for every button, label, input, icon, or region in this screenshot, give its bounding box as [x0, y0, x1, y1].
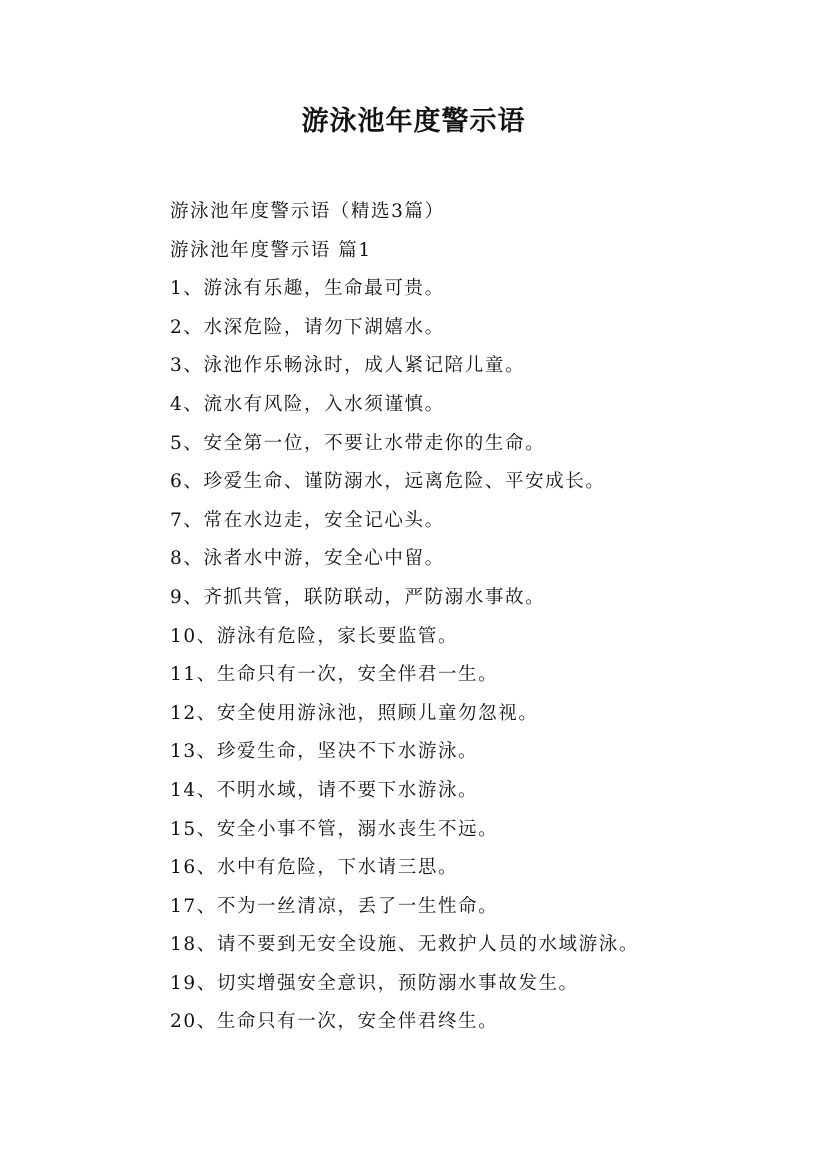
section-heading: 游泳池年度警示语 篇1 — [170, 239, 372, 261]
list-item: 20、生命只有一次，安全伴君终生。 — [170, 1011, 499, 1033]
list-item: 2、水深危险，请勿下湖嬉水。 — [170, 316, 445, 338]
list-item: 10、游泳有危险，家长要监管。 — [170, 625, 459, 647]
list-item: 15、安全小事不管，溺水丧生不远。 — [170, 818, 499, 840]
list-item: 11、生命只有一次，安全伴君一生。 — [170, 664, 499, 686]
document-title: 游泳池年度警示语 — [301, 106, 526, 137]
list-item: 7、常在水边走，安全记心头。 — [170, 509, 445, 531]
list-item: 4、流水有风险，入水须谨慎。 — [170, 393, 445, 415]
list-item: 5、安全第一位，不要让水带走你的生命。 — [170, 432, 546, 454]
list-item: 18、请不要到无安全设施、无救护人员的水域游泳。 — [170, 934, 639, 956]
document-subtitle: 游泳池年度警示语（精选3篇） — [170, 201, 445, 222]
list-item: 9、齐抓共管，联防联动，严防溺水事故。 — [170, 586, 546, 608]
list-item: 13、珍爱生命，坚决不下水游泳。 — [170, 741, 479, 763]
list-item: 19、切实增强安全意识，预防溺水事故发生。 — [170, 972, 579, 994]
list-item: 1、游泳有乐趣，生命最可贵。 — [170, 278, 445, 300]
list-item: 8、泳者水中游，安全心中留。 — [170, 548, 445, 570]
list-item: 14、不明水域，请不要下水游泳。 — [170, 779, 479, 801]
list-item: 16、水中有危险，下水请三思。 — [170, 857, 459, 879]
list-item: 6、珍爱生命、谨防溺水，远离危险、平安成长。 — [170, 471, 606, 493]
list-item: 17、不为一丝清凉，丢了一生性命。 — [170, 895, 499, 917]
list-item: 3、泳池作乐畅泳时，成人紧记陪儿童。 — [170, 355, 526, 377]
document-body — [170, 193, 790, 1042]
list-item: 12、安全使用游泳池，照顾儿童勿忽视。 — [170, 702, 539, 724]
